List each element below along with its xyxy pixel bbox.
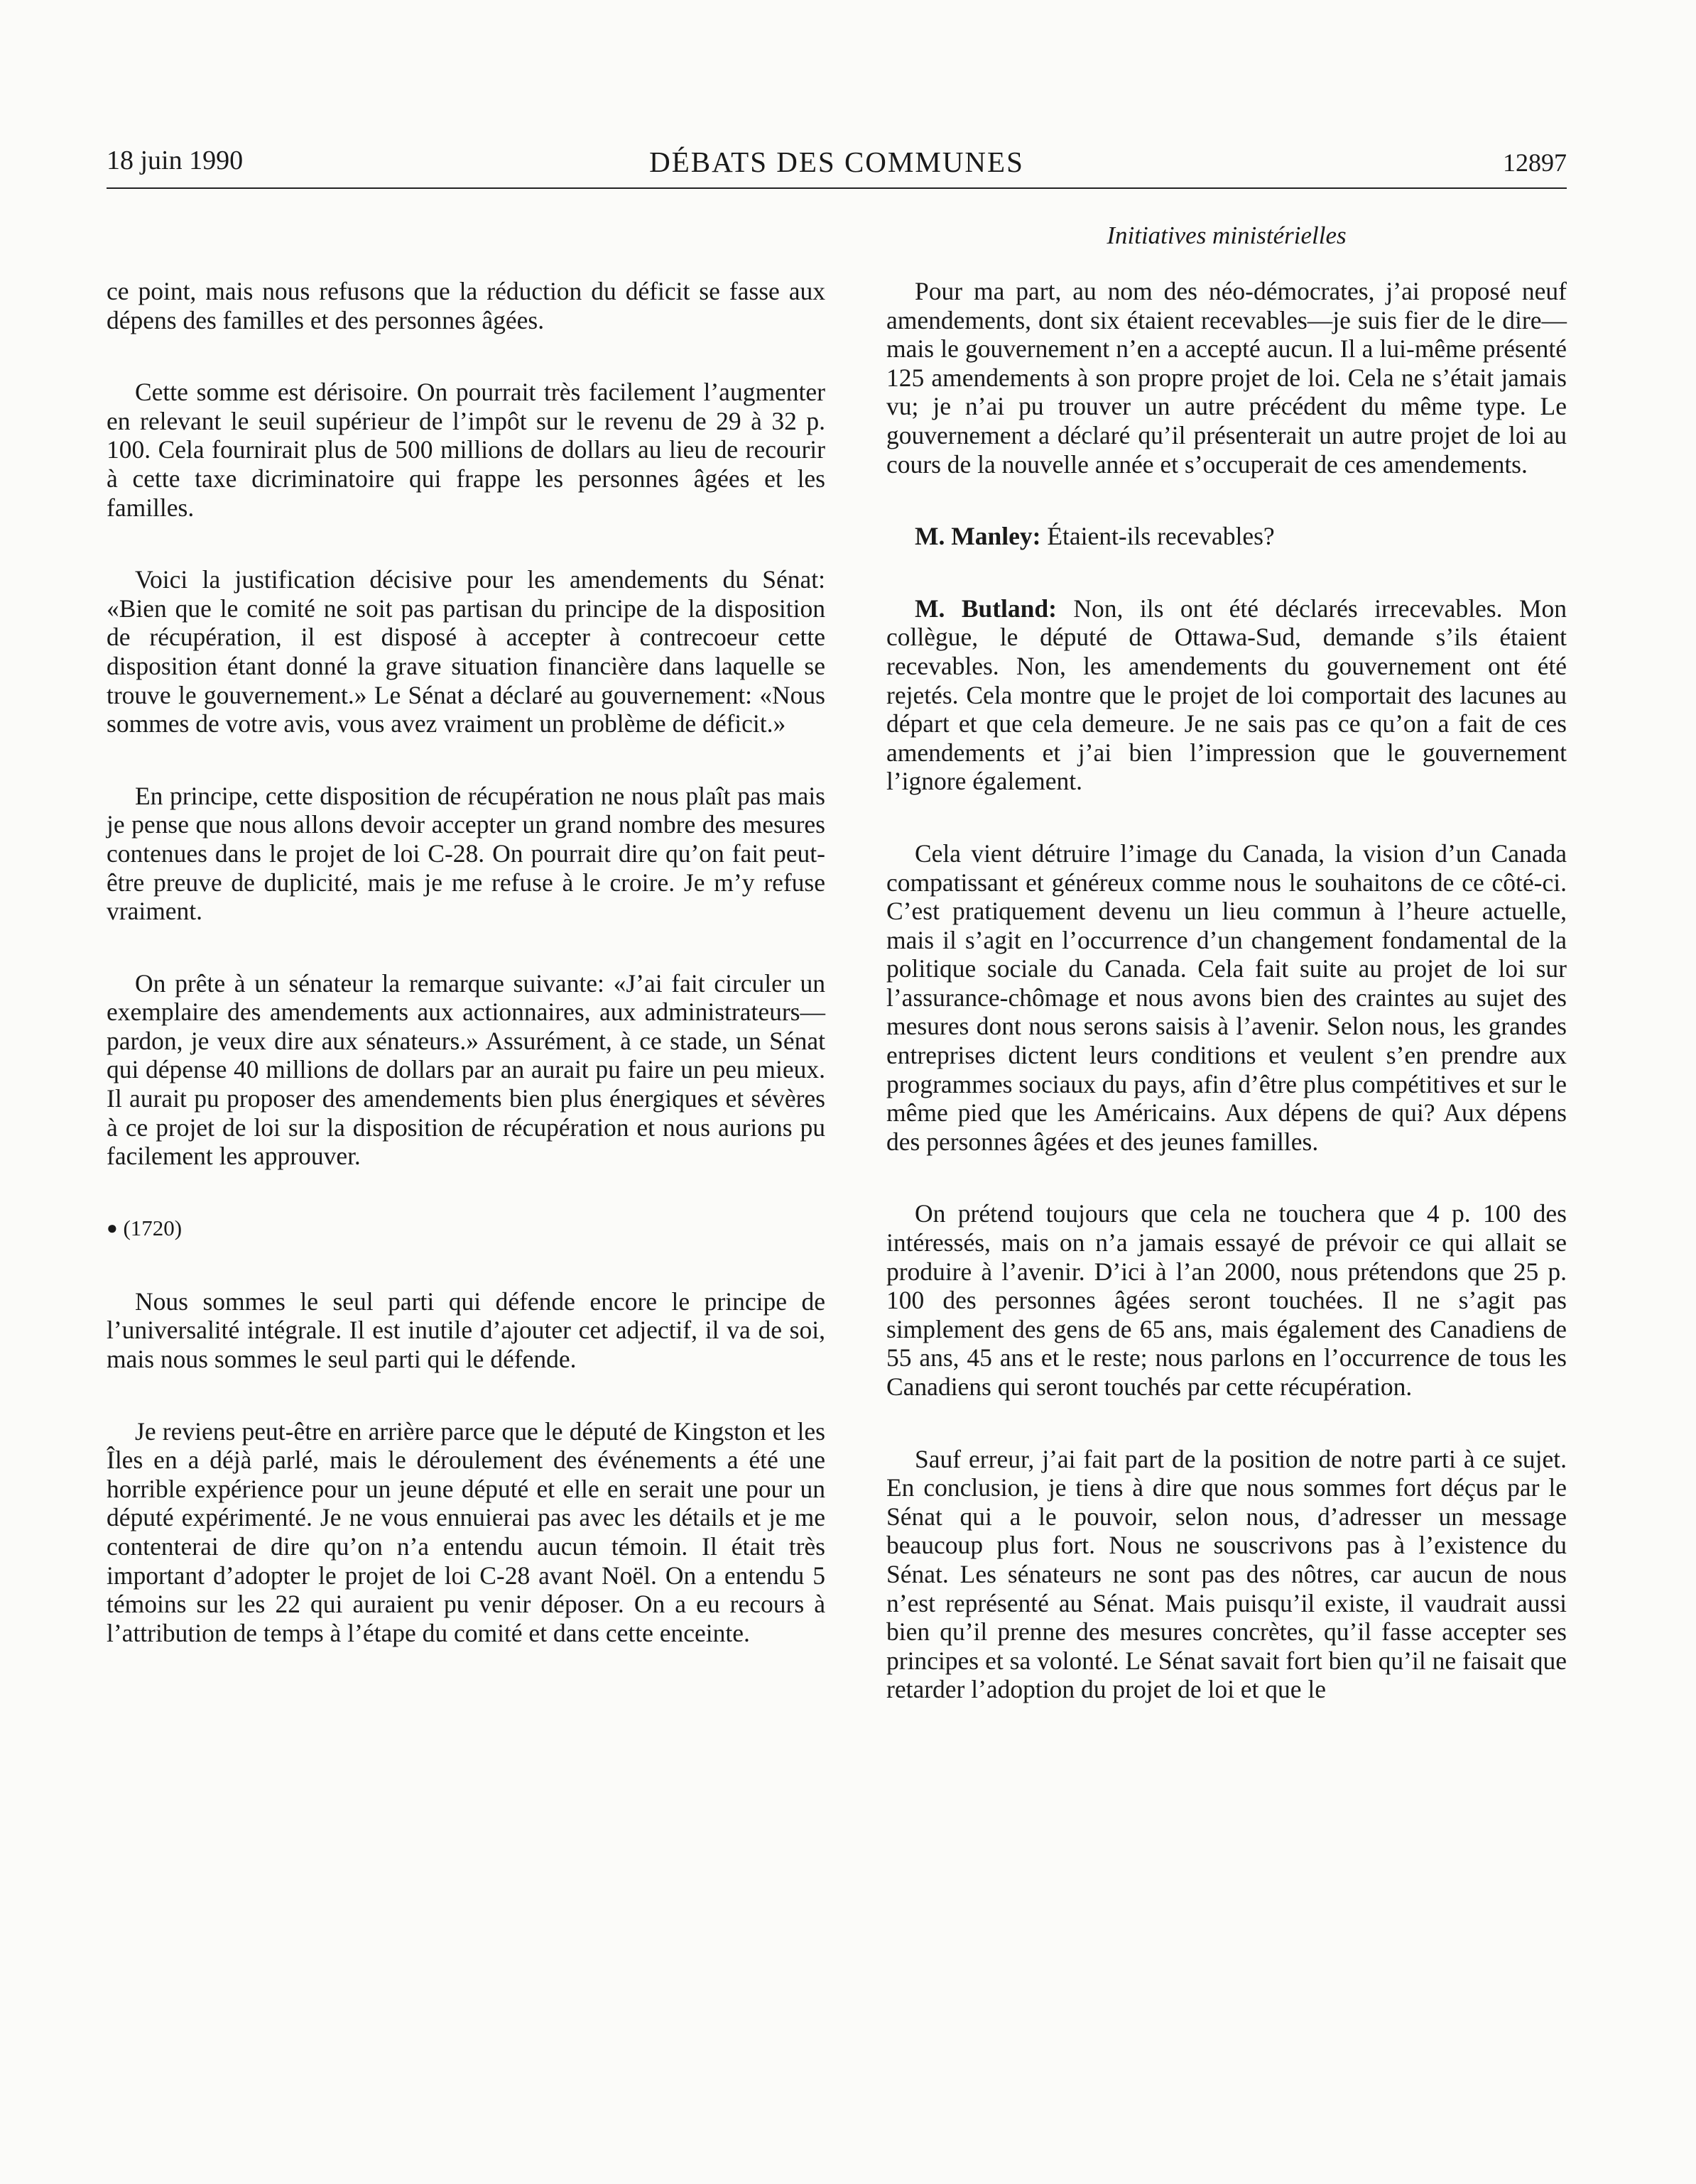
- timestamp: [107, 1214, 825, 1244]
- timestamp-text: (1720): [123, 1215, 183, 1240]
- speaker-name: M. Butland:: [915, 594, 1057, 623]
- header-date: 18 juin 1990: [107, 146, 244, 175]
- paragraph: Je reviens peut-être en arrière parce que le député de Kingston et les Îles en a déjà parlé, mais le déroulement des événements a été une horrible expérience pour un jeune député et elle en serait une pour un député expérimenté. Je ne vous ennuierai pas avec les détails et je me contenterai de dire qu’on n’a entendu aucun témoin. Il était très important d’adopter le projet de loi C-28 avant Noël. On a entendu 5 témoins sur les 22 qui auraient pu venir déposer. On a eu recours à l’attribution de temps à l’étape du comité et dans cette enceinte.: [107, 1416, 825, 1647]
- paragraph: En principe, cette disposition de récupération ne nous plaît pas mais je pense que nous allons devoir accepter un grand nombre des mesures contenues dans le projet de loi C-28. On pourrait dire qu’on fait peut-être preuve de duplicité, mais je me refuse à le croire. Je m’y refuse vraiment.: [107, 781, 825, 926]
- header-title: DÉBATS DES COMMUNES: [649, 146, 1024, 178]
- paragraph: Cela vient détruire l’image du Canada, la vision d’un Canada compatissant et généreux comme nous le souhaitons de ce côté-ci. C’est pratiquement devenu un lieu commun à l’heure actuelle, mais il s’agit en l’occurrence d’un changement fondamental de la politique sociale du Canada. Cela fait suite au projet de loi sur l’assurance-chômage et nous avons bien des craintes au sujet des mesures dont nous serons saisis à l’avenir. Selon nous, les grandes entreprises dictent leurs conditions et veulent s’en prendre aux programmes sociaux du pays, afin d’être plus compétitives et sur le même pied que les Américains. Aux dépens de qui? Aux dépens des personnes âgées et des jeunes familles.: [886, 839, 1567, 1156]
- paragraph: On prétend toujours que cela ne touchera que 4 p. 100 des intéressés, mais on n’a jamais essayé de prévoir ce qui allait se produire à l’avenir. D’ici à l’an 2000, nous prétendons que 25 p. 100 des personnes âgées seront touchées. Il ne s’agit pas simplement des gens de 65 ans, mais également des Canadiens de 55 ans, 45 ans et le reste; nous parlons en l’occurrence de tous les Canadiens qui seront touchés par cette récupération.: [886, 1199, 1567, 1401]
- left-column: [107, 277, 825, 1691]
- speaker-text: Étaient-ils recevables?: [1040, 522, 1275, 551]
- speaker-paragraph: [886, 522, 1567, 551]
- header-page-number: 12897: [1503, 148, 1567, 177]
- right-column: [886, 277, 1567, 1747]
- bullet-icon: ●: [107, 1217, 118, 1238]
- paragraph: Sauf erreur, j’ai fait part de la position de notre parti à ce sujet. En conclusion, je tiens à dire que nous sommes fort déçus par le Sénat qui a le pouvoir, selon nous, d’adresser un message beaucoup plus fort. Nous ne souscrivons pas à l’existence du Sénat. Les sénateurs ne sont pas des nôtres, car aucun de nous n’est représenté au Sénat. Mais puisqu’il existe, il vaudrait aussi bien qu’il prenne des mesures concrètes, qu’il fasse accepter ses principes et sa volonté. Le Sénat savait fort bien qu’il ne faisait que retarder l’adoption du projet de loi et que le: [886, 1444, 1567, 1704]
- paragraph: Voici la justification décisive pour les amendements du Sénat: «Bien que le comité ne soit pas partisan du principe de la disposition de récupération, il est disposé à accepter à contrecoeur cette disposition étant donné la grave situation financière dans laquelle se trouve le gouvernement.» Le Sénat a déclaré au gouvernement: «Nous sommes de votre avis, vous avez vraiment un problème de déficit.»: [107, 565, 825, 738]
- page-header: [107, 145, 1567, 189]
- paragraph: ce point, mais nous refusons que la réduction du déficit se fasse aux dépens des familles et des personnes âgées.: [107, 277, 825, 334]
- speaker-name: M. Manley:: [915, 522, 1041, 551]
- paragraph: Cette somme est dérisoire. On pourrait très facilement l’augmenter en relevant le seuil supérieur de l’impôt sur le revenu de 29 à 32 p. 100. Cela fournirait plus de 500 millions de dollars au lieu de recourir à cette taxe dicriminatoire qui frappe les personnes âgées et les familles.: [107, 378, 825, 522]
- speaker-paragraph: [886, 594, 1567, 796]
- paragraph: On prête à un sénateur la remarque suivante: «J’ai fait circuler un exemplaire des amendements aux actionnaires, aux administrateurs—pardon, je veux dire aux sénateurs.» Assurément, à ce stade, un Sénat qui dépense 40 millions de dollars par an aurait pu faire un peu mieux. Il aurait pu proposer des amendements bien plus énergiques et sévères à ce projet de loi sur la disposition de récupération et nous aurions pu facilement les approuver.: [107, 968, 825, 1171]
- speaker-text: Non, ils ont été déclarés irrecevables. Mon collègue, le député de Ottawa-Sud, demande s’ils étaient recevables. Non, les amendements du gouvernement ont été rejetés. Cela montre que le projet de loi comportait des lacunes au départ et que cela demeure. Je ne sais pas ce qu’on a fait de ces amendements et j’ai bien l’impression que le gouvernement l’ignore également.: [886, 594, 1567, 796]
- section-label: Initiatives ministérielles: [1107, 222, 1347, 249]
- paragraph: Pour ma part, au nom des néo-démocrates, j’ai proposé neuf amendements, dont six étaient recevables—je suis fier de le dire—mais le gouvernement n’en a accepté aucun. Il a lui-même présenté 125 amendements à son propre projet de loi. Cela ne s’était jamais vu; je n’ai pu trouver un autre précédent du même type. Le gouvernement a déclaré qu’il présenterait un autre projet de loi au cours de la nouvelle année et s’occuperait de ces amendements.: [886, 277, 1567, 479]
- paragraph: Nous sommes le seul parti qui défende encore le principe de l’universalité intégrale. Il est inutile d’ajouter cet adjectif, il va de soi, mais nous sommes le seul parti qui le défende.: [107, 1287, 825, 1374]
